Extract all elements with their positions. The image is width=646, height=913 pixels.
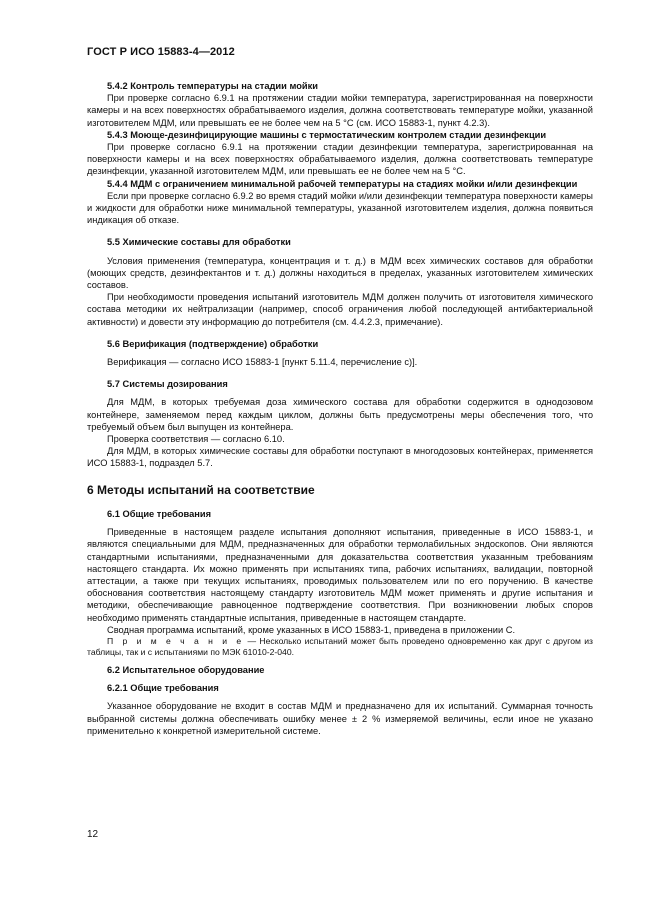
- note-label: П р и м е ч а н и е: [107, 635, 245, 646]
- section-5-5-paragraph-2: При необходимости проведения испытаний изготовитель МДМ должен получить от изготовителя химического состава методики их нейтрализации (например, способ ограничения любой последующей антибактериальной активности) и довести эту информацию до потребителя (см. 4.4.2.3, примечание).: [87, 292, 593, 327]
- section-5-5-paragraph-1: Условия применения (температура, концентрация и т. д.) в МДМ всех химических составов для обработки (моющих средств, дезинфектантов и т. д.) должны находиться в пределах, указанных изготовителем химических составов.: [87, 255, 593, 291]
- section-6-2-1-title: 6.2.1 Общие требования: [107, 683, 219, 694]
- section-6-title: 6 Методы испытаний на соответствие: [87, 482, 315, 497]
- section-5-7-paragraph-2: Проверка соответствия — согласно 6.10.: [107, 434, 285, 445]
- page-number: 12: [87, 829, 99, 840]
- section-6-1-title: 6.1 Общие требования: [107, 508, 212, 519]
- section-5-7-paragraph-3: Для МДМ, в которых химические составы для обработки поступают в многодозовых контейнерах, применяется ИСО 15883-1, подраздел 5.7.: [87, 446, 593, 469]
- section-5-4-3-paragraph: При проверке согласно 6.9.1 на протяжении стадии дезинфекции температура, зарегистрированная на поверхности камеры и на всех поверхностях обрабатываемого изделия, должна соответствовать температуре дезинфекции, указанной изготовителем МДМ, или превышать ее не более чем на 5 °С.: [87, 142, 593, 177]
- section-5-4-3-title: 5.4.3 Моюще-дезинфицирующие машины с термостатическим контролем стадии дезинфекции: [107, 129, 547, 140]
- note-text: — Несколько испытаний может быть проведено одновременно как друг с другом из таблицы, так и с испытаниями по МЭК 61010-2-040.: [87, 635, 593, 657]
- section-5-6-title: 5.6 Верификация (подтверждение) обработки: [107, 338, 319, 349]
- section-5-7-title: 5.7 Системы дозирования: [107, 379, 228, 390]
- section-6-1-note: [87, 636, 593, 658]
- section-5-4-4-title: 5.4.4 МДМ с ограничением минимальной рабочей температуры на стадиях мойки и/или дезинфекции: [107, 178, 578, 189]
- section-6-2-title: 6.2 Испытательное оборудование: [107, 664, 265, 675]
- document-body: [87, 80, 593, 737]
- section-6-2-1-paragraph: Указанное оборудование не входит в состав МДМ и предназначено для их испытаний. Суммарная точность выбранной системы должна обеспечивать ошибку менее ± 2 % измеряемой величины, если иное не указано применительно к конкретной измерительной системе.: [87, 701, 593, 736]
- section-5-5-title: 5.5 Химические составы для обработки: [107, 237, 291, 248]
- section-5-4-2-paragraph: При проверке согласно 6.9.1 на протяжении стадии мойки температура, зарегистрированная на поверхности камеры и на всех поверхностях обрабатываемого изделия, должна соответствовать температуре мойки, указанной изготовителем МДМ, или превышать ее не более чем на 5 °С (см. ИСО 15883-1, пункт 4.2.3).: [87, 93, 593, 128]
- section-5-4-4-paragraph: Если при проверке согласно 6.9.2 во время стадий мойки и/или дезинфекции температура поверхности камеры и жидкости для обработки ниже минимальной температуры, указанной изготовителем изделия, должна появиться индикация об отказе.: [87, 190, 593, 226]
- document-header: ГОСТ Р ИСО 15883-4—2012: [87, 46, 235, 58]
- section-6-1-paragraph-2: Сводная программа испытаний, кроме указанных в ИСО 15883-1, приведена в приложении С.: [107, 624, 516, 635]
- section-6-1-paragraph-1: Приведенные в настоящем разделе испытания дополняют испытания, приведенные в ИСО 15883-1, и являются специальными для МДМ, предназначенных для обработки термолабильных эндоскопов. Они являются стандартными испытаниями, предназначенными для доказательства соответствия указанным требованиям настоящего стандарта. Их можно применять при испытаниях типа, рабочих испытаниях, валидации, повторной аттестации, а также при текущих испытаниях, проводимых пользователем или по его поручению. В качестве обоснования соответствия настоящему стандарту изготовитель МДМ может применять и другие испытания и методики, обеспечивающие равноценное подтверждение соответствия. При возникновении любых споров необходимо применять стандартные испытания, приведенные в настоящем стандарте.: [87, 527, 593, 623]
- section-5-7-paragraph-1: Для МДМ, в которых требуемая доза химического состава для обработки содержится в однодозовом контейнере, заменяемом перед каждым циклом, должны быть предусмотрены меры обеспечения того, что требуемый объем был выпущен из контейнера.: [87, 397, 593, 432]
- section-5-4-2-title: 5.4.2 Контроль температуры на стадии мойки: [107, 81, 318, 91]
- section-5-6-paragraph: Верификация — согласно ИСО 15883-1 [пункт 5.11.4, перечисление с)].: [107, 357, 418, 368]
